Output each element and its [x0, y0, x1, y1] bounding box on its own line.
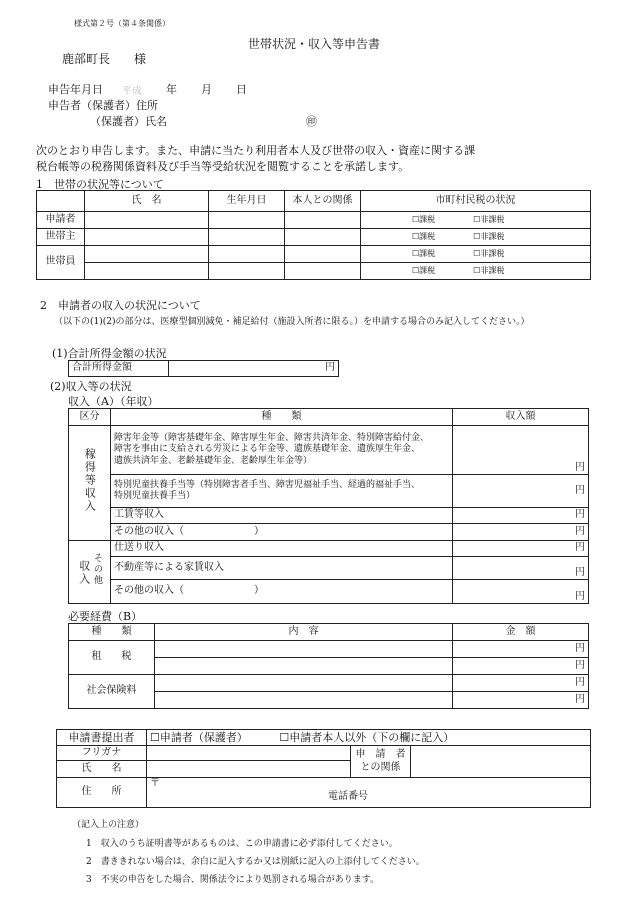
- consent-line-1: 次のとおり申告します。また、申請に当たり利用者本人及び世帯の収入・資産に関する課: [36, 144, 476, 157]
- section2-heading: 2 申請者の収入の状況について: [40, 299, 201, 312]
- earned-income-label: 稼得等収入: [83, 448, 97, 514]
- submitter-label: 申請書提出者: [57, 730, 147, 746]
- untaxed-checkbox[interactable]: ☐非課税: [473, 248, 505, 258]
- wage-income: 工賃等収入: [111, 508, 453, 524]
- rental-income: 不動産等による家賃収入: [111, 557, 453, 580]
- name-field-label: 氏 名: [57, 761, 147, 778]
- header-type: 種 類: [111, 409, 453, 426]
- form-title: 世帯状況・収入等申告書: [248, 37, 381, 51]
- allowance-line-1: 特別児童扶養手当等（特別障害者手当、障害児福祉手当、経過的福祉手当、: [114, 479, 421, 490]
- day-label: 日: [236, 83, 247, 96]
- header-birthdate: 生年月日: [209, 191, 285, 212]
- submitter-other-checkbox[interactable]: ☐申請者本人以外（下の欄に記入）: [279, 730, 455, 744]
- header-name: 氏 名: [85, 191, 209, 212]
- header-category: 区分: [69, 409, 111, 426]
- addressee: 鹿部町長 様: [62, 52, 147, 66]
- note-3: 3 不実の申告をした場合、関係法令により処罰される場合があります。: [86, 875, 380, 885]
- pension-line-1: 障害年金等（障害基礎年金、障害厚生年金、障害共済年金、特別障害給付金、: [114, 433, 430, 444]
- section2-note: （以下の(1)(2)の部分は、医療型個別減免・補足給付（施設入所者に限る。）を申請する場合のみ記入してください。）: [54, 317, 530, 327]
- untaxed-checkbox[interactable]: ☐非課税: [473, 214, 505, 224]
- other-earned-income: その他の収入（ ）: [111, 524, 453, 541]
- row-applicant: 申請者: [37, 212, 85, 229]
- address-field-label: 住 所: [57, 778, 147, 808]
- remittance-income: 仕送り収入: [111, 541, 453, 557]
- note-2: 2 書ききれない場合は、余白に記入するか又は別紙に記入の上添付してください。: [86, 857, 425, 867]
- yen-unit: 円: [325, 362, 335, 374]
- exp-header-type: 種 類: [69, 624, 155, 641]
- exp-header-content: 内 容: [155, 624, 453, 641]
- other-income: その他の収入（ ）: [111, 580, 453, 604]
- sub2-heading: (2)収入等の状況: [50, 380, 132, 393]
- header-relation: 本人との関係: [285, 191, 361, 212]
- exp-header-amount: 金 額: [453, 624, 589, 641]
- form-number: 様式第２号（第４条関係）: [74, 19, 170, 28]
- consent-line-2: 税台帳等の税務関係資料及び手当等受給状況を閲覧することを承諾します。: [36, 160, 410, 173]
- furigana-label: フリガナ: [57, 746, 147, 761]
- untaxed-checkbox[interactable]: ☐非課税: [473, 265, 505, 275]
- other-income-sub: その他: [92, 553, 102, 587]
- row-householder: 世帯主: [37, 229, 85, 246]
- note-1: 1 収入のうち証明書等があるものは、この申請書に必ず添付してください。: [86, 839, 398, 849]
- relation-label-1: 申 請 者: [355, 749, 406, 760]
- taxed-checkbox[interactable]: ☐課税: [412, 265, 436, 275]
- name-label: （保護者）氏名: [90, 115, 167, 128]
- tax-row-label: 租 税: [69, 641, 155, 675]
- sub1-heading: (1)合計所得金額の状況: [52, 347, 167, 360]
- allowance-line-2: 特別児童扶養手当）: [114, 491, 196, 501]
- seal-mark: ㊞: [306, 115, 317, 128]
- header-tax-status: 市町村民税の状況: [361, 191, 591, 212]
- month-label: 月: [201, 83, 212, 96]
- phone-label: 電話番号: [328, 790, 368, 802]
- row-member: 世帯員: [37, 246, 85, 280]
- total-income-table: [68, 360, 339, 377]
- income-a-heading: 収入（A）（年収）: [68, 395, 159, 408]
- header-amount: 収入額: [453, 409, 589, 426]
- income-table: 区分 種 類 収入額 稼得等収入 障害年金等（障害基礎年金、障害厚生年金、障害共済年金、特別障害給付金、 障害を事由に支給される労災による年金等、遺族基礎年金、遺族厚生年金、 遺族共済年金、老齢基礎年金、老齢厚生年金等） 円 特別児童扶養手当等（特別障害者手当、障害児福祉手当、経過的福祉手当、 特別児童扶養手当） 円 工賃等収入 円 その他の収入（ ） 円 収入その他 仕送り収入 円 不動産等による家賃収入 円 その他の収入（ ） 円: [68, 408, 589, 604]
- expense-table: 種 類 内 容 金 額 租 税 円 円 社会保険料 円 円: [68, 623, 589, 709]
- pension-line-3: 遺族共済年金、老齢基礎年金、老齢厚生年金等）: [114, 455, 313, 466]
- year-label: 年: [166, 83, 177, 96]
- taxed-checkbox[interactable]: ☐課税: [412, 231, 436, 241]
- postal-mark: 〒: [150, 778, 160, 789]
- submitter-table: [56, 729, 591, 808]
- total-income-label: 合計所得金額: [69, 361, 169, 377]
- date-label: 申告年月日: [48, 83, 103, 96]
- untaxed-checkbox[interactable]: ☐非課税: [473, 231, 505, 241]
- era-field[interactable]: 平成: [122, 86, 142, 97]
- household-table: [36, 190, 591, 280]
- insurance-row-label: 社会保険料: [69, 675, 155, 709]
- section1-heading: 1 世帯の状況等について: [36, 178, 164, 191]
- address-label: 申告者（保護者）住所: [48, 99, 158, 112]
- relation-label-2: との関係: [360, 761, 401, 773]
- submitter-self-checkbox[interactable]: ☐申請者（保護者）: [150, 730, 248, 744]
- other-income-label: 収入: [77, 560, 91, 587]
- expense-b-heading: 必要経費（B）: [68, 610, 143, 623]
- notes-heading: （記入上の注意）: [72, 820, 145, 830]
- taxed-checkbox[interactable]: ☐課税: [412, 248, 436, 258]
- taxed-checkbox[interactable]: ☐課税: [412, 214, 436, 224]
- pension-line-2: 障害を事由に支給される労災による年金等、遺族基礎年金、遺族厚生年金、: [114, 444, 421, 455]
